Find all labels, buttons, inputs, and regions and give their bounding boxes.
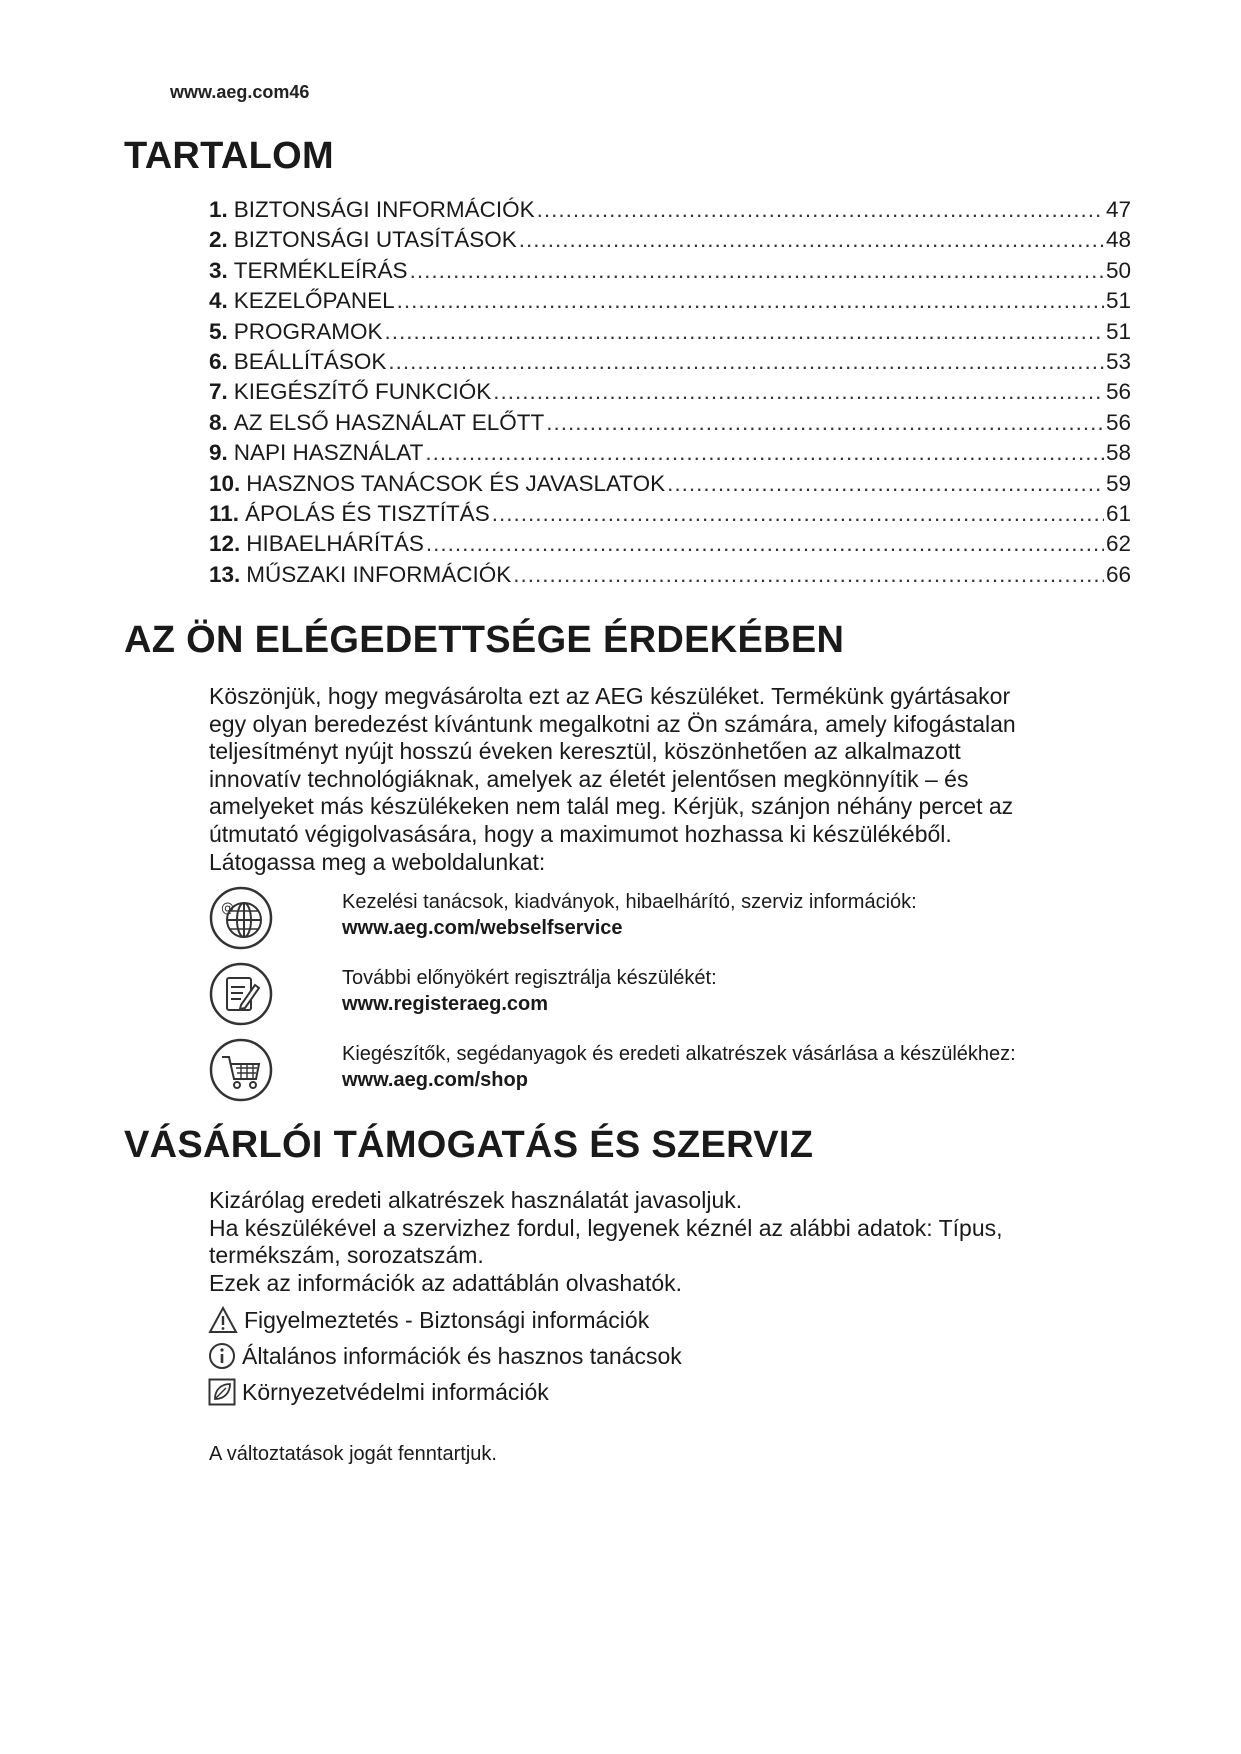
shop-link[interactable]: www.aeg.com/shop [342, 1069, 528, 1091]
legend-item: Általános információk és hasznos tanácsok [208, 1338, 682, 1374]
legend-item: Környezetvédelmi információk [208, 1374, 682, 1410]
register-icon [208, 961, 274, 1027]
toc-item[interactable]: 11. ÁPOLÁS ÉS TISZTÍTÁS ..... 61 [209, 499, 1131, 529]
support-paragraph: Kizárólag eredeti alkatrészek használatát javasoljuk. Ha készülékével a szervizhez fordul, legyenek kéznél az alábbi adatok: Típus, termékszám, sorozatszám. Ezek az információk az adattáblán olvashatók. [209, 1187, 1003, 1296]
info-icon [208, 1342, 236, 1370]
leaf-icon [208, 1378, 236, 1406]
table-of-contents [209, 195, 1131, 590]
toc-item[interactable]: 12. HIBAELHÁRÍTÁS ..... 62 [209, 529, 1131, 559]
legend-item: Figyelmeztetés - Biztonsági információk [208, 1302, 682, 1338]
toc-item[interactable]: 7. KIEGÉSZÍTŐ FUNKCIÓK ..... 56 [209, 377, 1131, 407]
toc-item[interactable]: 3. TERMÉKLEÍRÁS ..... 50 [209, 256, 1131, 286]
toc-item[interactable]: 13. MŰSZAKI INFORMÁCIÓK ..... 66 [209, 560, 1131, 590]
cart-icon [208, 1037, 274, 1103]
globe-icon [208, 885, 274, 951]
footer-note: A változtatások jogát fenntartjuk. [209, 1443, 497, 1465]
toc-item[interactable]: 4. KEZELŐPANEL ..... 51 [209, 286, 1131, 316]
satisfaction-title: AZ ÖN ELÉGEDETTSÉGE ÉRDEKÉBEN [124, 619, 845, 661]
register-link-block: További előnyökért regisztrálja készülékét: www.registeraeg.com [208, 961, 1148, 1031]
warning-icon [208, 1306, 238, 1334]
toc-item[interactable]: 8. AZ ELSŐ HASZNÁLAT ELŐTT ..... 56 [209, 408, 1131, 438]
register-link[interactable]: www.registeraeg.com [342, 993, 548, 1015]
webselfservice-link-block: @ Kezelési tanácsok, kiadványok, hibaelhárító, szerviz információk: www.aeg.com/webselfservice [208, 885, 1148, 955]
toc-title: TARTALOM [124, 135, 334, 177]
symbol-legend [208, 1302, 682, 1410]
toc-item[interactable]: 6. BEÁLLÍTÁSOK ..... 53 [209, 347, 1131, 377]
support-title: VÁSÁRLÓI TÁMOGATÁS ÉS SZERVIZ [124, 1124, 814, 1166]
toc-item[interactable]: 9. NAPI HASZNÁLAT ..... 58 [209, 438, 1131, 468]
header-url: www.aeg.com46 [170, 82, 310, 102]
toc-item[interactable]: 10. HASZNOS TANÁCSOK ÉS JAVASLATOK ..... 59 [209, 469, 1131, 499]
intro-paragraph: Köszönjük, hogy megvásárolta ezt az AEG készüléket. Termékünk gyártásakor egy olyan beredezést kívántunk megalkotni az Ön számára, amely kifogástalan teljesítményt nyújt hosszú éveken keresztül, köszönhetően az alkalmazott innovatív technológiáknak, amelyek az életét jelentősen megkönnyítik – és amelyeket más készülékeken nem talál meg. Kérjük, szánjon néhány percet az útmutató végigolvasására, hogy a maximumot hozhassa ki készülékéből. Látogassa meg a weboldalunkat: [209, 683, 1016, 875]
toc-item[interactable]: 2. BIZTONSÁGI UTASÍTÁSOK ..... 48 [209, 225, 1131, 255]
webselfservice-link[interactable]: www.aeg.com/webselfservice [342, 917, 623, 939]
svg-text:@: @ [221, 901, 234, 916]
toc-item[interactable]: 5. PROGRAMOK ..... 51 [209, 317, 1131, 347]
shop-link-block: Kiegészítők, segédanyagok és eredeti alkatrészek vásárlása a készülékhez: www.aeg.com/shop [208, 1037, 1148, 1107]
toc-item[interactable]: 1. BIZTONSÁGI INFORMÁCIÓK ..... 47 [209, 195, 1131, 225]
